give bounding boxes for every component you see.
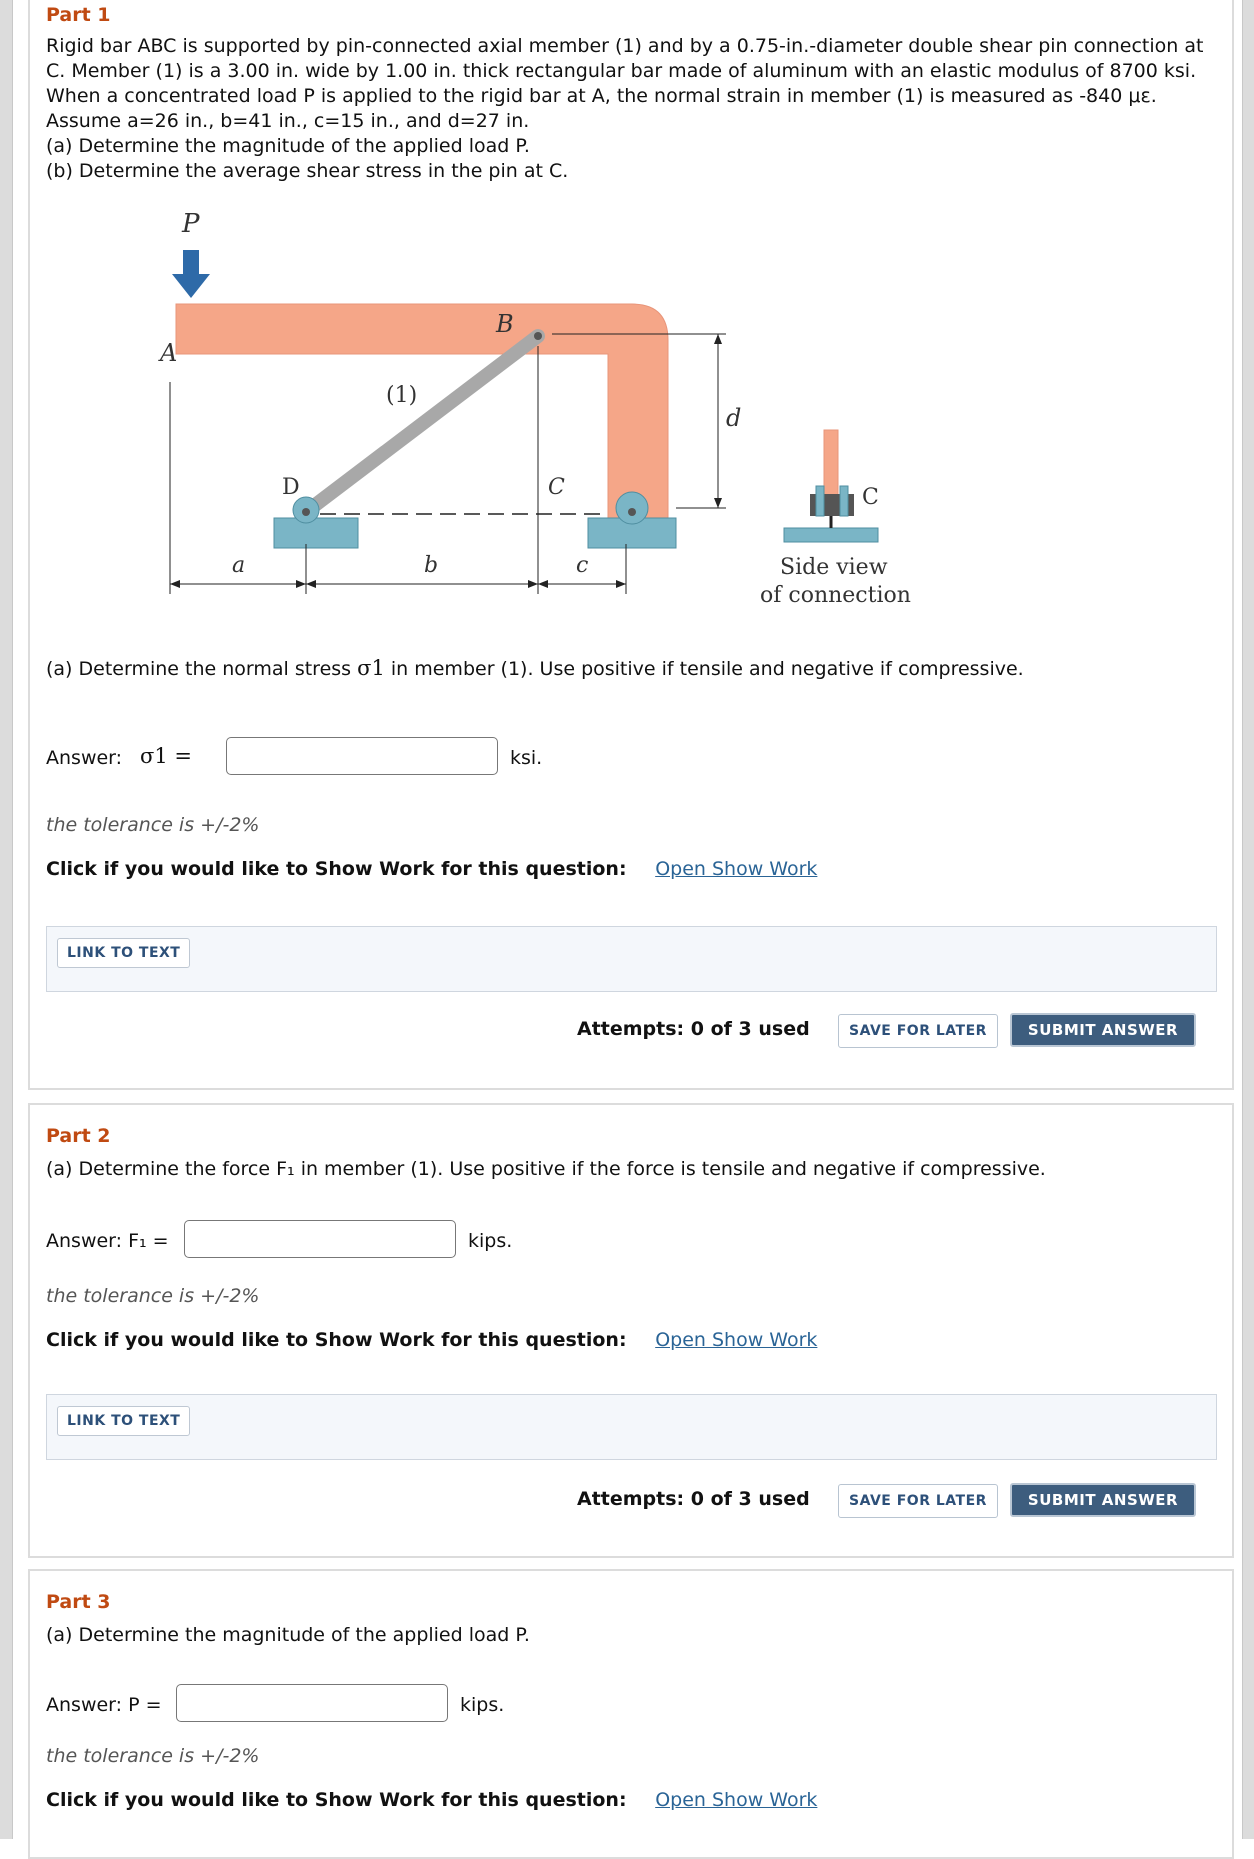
submit-answer-button[interactable]: SUBMIT ANSWER (1010, 1013, 1196, 1047)
load-arrow-icon (172, 250, 210, 298)
problem-line-4: Assume a=26 in., b=41 in., c=15 in., and d=27 in. (46, 110, 530, 132)
unit-label: kips. (468, 1230, 513, 1252)
problem-line-6: (b) Determine the average shear stress in the pin at C. (46, 160, 569, 182)
left-border (0, 0, 13, 1839)
f1-input[interactable] (184, 1220, 456, 1258)
part3-answer-row (46, 1684, 646, 1724)
open-show-work-link[interactable]: Open Show Work (655, 1329, 818, 1351)
part3-title: Part 3 (46, 1591, 111, 1613)
answer-symbol: σ1 = (140, 744, 192, 768)
answer-label: Answer: P = (46, 1694, 162, 1716)
part1-question: (a) Determine the normal stress σ1 in member (1). Use positive if tensile and negative if compressive. (46, 656, 1024, 680)
rigid-bar-diagram (120, 194, 940, 614)
part2-link-box (46, 1394, 1217, 1460)
problem-line-3: When a concentrated load P is applied to the rigid bar at A, the normal strain in member (1) is measured as -840 με. (46, 85, 1157, 107)
label-A: A (160, 339, 178, 367)
problem-line-5: (a) Determine the magnitude of the applied load P. (46, 135, 530, 157)
part2-question: (a) Determine the force F₁ in member (1). Use positive if the force is tensile and negative if compressive. (46, 1158, 1046, 1180)
part3-question: (a) Determine the magnitude of the applied load P. (46, 1624, 530, 1646)
label-c: c (576, 553, 589, 578)
open-show-work-link[interactable]: Open Show Work (655, 1789, 818, 1811)
part1-attempts: Attempts: 0 of 3 used (577, 1018, 810, 1040)
answer-label: Answer: (46, 747, 123, 769)
open-show-work-link[interactable]: Open Show Work (655, 858, 818, 880)
problem-line-1: Rigid bar ABC is supported by pin-connected axial member (1) and by a 0.75-in.-diameter double shear pin connection at (46, 35, 1204, 57)
part2-answer-row (46, 1220, 646, 1260)
submit-answer-button[interactable]: SUBMIT ANSWER (1010, 1483, 1196, 1517)
part3-show-work: Click if you would like to Show Work for this question: Open Show Work (46, 1789, 818, 1811)
label-C: C (548, 475, 565, 500)
part2-panel (28, 1103, 1234, 1558)
label-side-C: C (862, 485, 879, 510)
link-to-text-button[interactable]: LINK TO TEXT (57, 938, 190, 968)
unit-label: ksi. (510, 747, 543, 769)
side-view-caption-2: of connection (760, 583, 911, 608)
save-for-later-button[interactable]: SAVE FOR LATER (838, 1014, 998, 1048)
label-B: B (496, 310, 514, 338)
label-b: b (424, 553, 439, 578)
problem-line-2: C. Member (1) is a 3.00 in. wide by 1.00 in. thick rectangular bar made of aluminum with an elastic modulus of 8700 ksi. (46, 60, 1197, 82)
answer-label: Answer: F₁ = (46, 1230, 169, 1252)
part1-panel (28, 0, 1234, 1090)
label-d: d (726, 404, 742, 432)
save-for-later-button[interactable]: SAVE FOR LATER (838, 1484, 998, 1518)
p-input[interactable] (176, 1684, 448, 1722)
problem-statement (46, 34, 1226, 184)
sigma1-input[interactable] (226, 737, 498, 775)
part1-tolerance: the tolerance is +/-2% (46, 814, 260, 836)
label-a: a (232, 553, 246, 578)
right-border (1242, 0, 1254, 1839)
part3-panel (28, 1569, 1234, 1859)
part3-tolerance: the tolerance is +/-2% (46, 1745, 260, 1767)
side-view-caption-1: Side view (780, 555, 888, 580)
part1-answer-row (46, 737, 646, 777)
unit-label: kips. (460, 1694, 505, 1716)
part1-link-box (46, 926, 1217, 992)
member-1 (306, 336, 538, 512)
part2-tolerance: the tolerance is +/-2% (46, 1285, 260, 1307)
rigid-bar-abc (176, 304, 668, 526)
label-member-1: (1) (386, 383, 418, 408)
part2-attempts: Attempts: 0 of 3 used (577, 1488, 810, 1510)
part1-show-work: Click if you would like to Show Work for this question: Open Show Work (46, 858, 818, 880)
support-D (274, 497, 358, 548)
part1-title: Part 1 (46, 4, 111, 26)
part2-title: Part 2 (46, 1125, 111, 1147)
label-P: P (182, 209, 200, 239)
part2-show-work: Click if you would like to Show Work for this question: Open Show Work (46, 1329, 818, 1351)
sigma-symbol: σ1 (357, 656, 385, 680)
link-to-text-button[interactable]: LINK TO TEXT (57, 1406, 190, 1436)
label-D: D (282, 475, 300, 500)
